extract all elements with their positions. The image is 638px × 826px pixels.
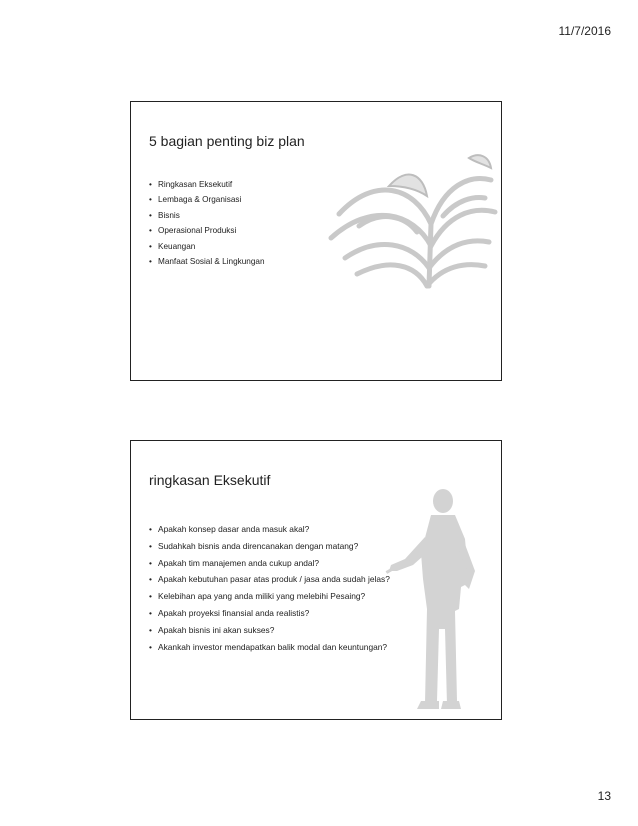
page-date: 11/7/2016: [558, 24, 611, 38]
bullet-item: • Apakah proyeksi finansial anda realistis?: [149, 607, 310, 618]
bullet-item: • Ringkasan Eksekutif: [149, 180, 233, 189]
bullet-item: • Apakah tim manajemen anda cukup andal?: [149, 557, 320, 568]
bullet-item: • Apakah konsep dasar anda masuk akal?: [149, 524, 310, 534]
page-number: 13: [597, 789, 611, 803]
bullet-item: • Keuangan: [149, 241, 196, 251]
bullet-item: • Operasional Produksi: [149, 226, 237, 236]
bullet-item: • Kelebihan apa yang anda miliki yang melebihi Pesaing?: [149, 591, 366, 602]
bullet-item: • Manfaat Sosial & Lingkungan: [149, 257, 265, 267]
slide-title: ringkasan Eksekutif: [149, 472, 271, 488]
bullet-item: • Apakah kebutuhan pasar atas produk / jasa anda sudah jelas?: [149, 574, 390, 585]
bullet-item: • Bisnis: [149, 210, 180, 220]
bullet-list: [149, 177, 265, 269]
open-book-icon: [319, 146, 499, 296]
bullet-list: [149, 521, 390, 655]
presenter-silhouette-icon: [385, 479, 485, 715]
slide-title: 5 bagian penting biz plan: [149, 133, 305, 149]
bullet-item: • Akankah investor mendapatkan balik modal dan keuntungan?: [149, 641, 388, 652]
slide-thumbnail: [130, 101, 502, 381]
bullet-item: • Sudahkah bisnis anda direncanakan dengan matang?: [149, 540, 359, 551]
slide-thumbnail: [130, 440, 502, 720]
bullet-item: • Lembaga & Organisasi: [149, 195, 242, 205]
bullet-item: • Apakah bisnis ini akan sukses?: [149, 624, 275, 635]
